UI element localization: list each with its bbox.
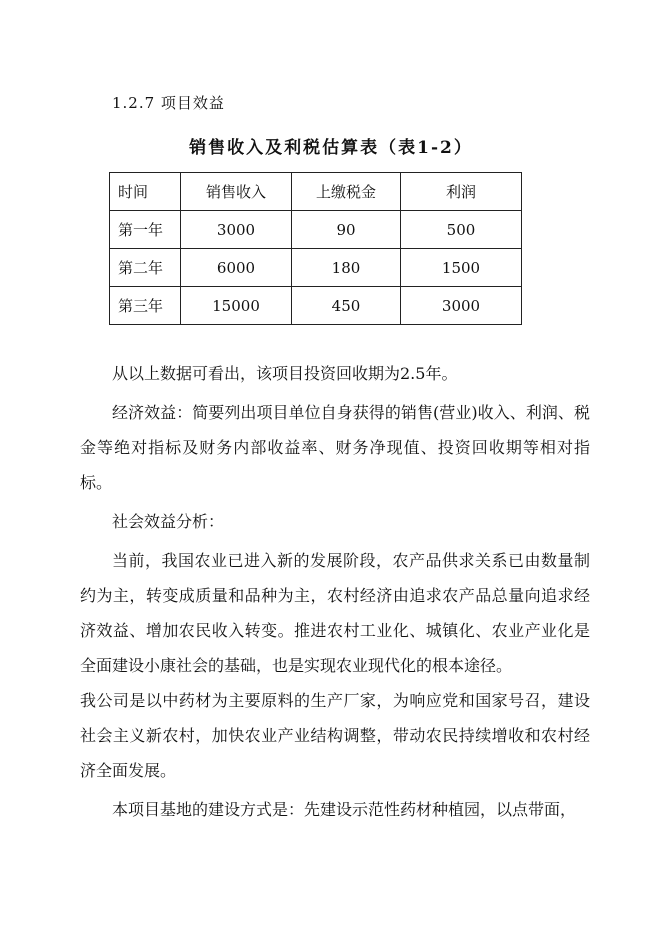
header-time: 时间 [110,173,181,211]
table-row [110,249,522,287]
table-title: 销售收入及利税估算表（表1-2） [189,138,473,158]
table-header-row [110,173,522,211]
company-paragraph: 我公司是以中药材为主要原料的生产厂家，为响应党和国家号召，建设社会主义新农村，加快农业产业结构调整，带动农民持续增收和农村经济全面发展。 [80,691,590,780]
table-row [110,287,522,325]
cell-year: 第三年 [110,287,181,325]
cell-tax: 180 [292,249,401,287]
section-heading: 1.2.7 项目效益 [112,94,225,112]
cell-year: 第二年 [110,249,181,287]
revenue-tax-table [109,172,522,325]
header-tax-paid: 上缴税金 [292,173,401,211]
cell-tax: 450 [292,287,401,325]
social-benefit-paragraph: 当前，我国农业已进入新的发展阶段，农产品供求关系已由数量制约为主，转变成质量和品种为主，农村经济由追求农产品总量向追求经济效益、增加农民收入转变。推进农村工业化、城镇化、农业产业化是全面建设小康社会的基础，也是实现农业现代化的根本途径。 [80,551,590,675]
header-sales-revenue: 销售收入 [181,173,292,211]
payback-paragraph: 从以上数据可看出，该项目投资回收期为2.5年。 [112,364,458,383]
base-construction-paragraph: 本项目基地的建设方式是：先建设示范性药材种植园，以点带面， [112,800,577,819]
cell-sales: 3000 [181,211,292,249]
social-benefit-heading: 社会效益分析： [112,512,225,531]
cell-profit: 1500 [401,249,522,287]
cell-tax: 90 [292,211,401,249]
header-profit: 利润 [401,173,522,211]
body-text [80,356,590,827]
cell-year: 第一年 [110,211,181,249]
cell-profit: 3000 [401,287,522,325]
table-row [110,211,522,249]
cell-sales: 15000 [181,287,292,325]
cell-profit: 500 [401,211,522,249]
economic-benefit-paragraph: 经济效益：简要列出项目单位自身获得的销售(营业)收入、利润、税金等绝对指标及财务内部收益率、财务净现值、投资回收期等相对指标。 [80,403,590,492]
cell-sales: 6000 [181,249,292,287]
